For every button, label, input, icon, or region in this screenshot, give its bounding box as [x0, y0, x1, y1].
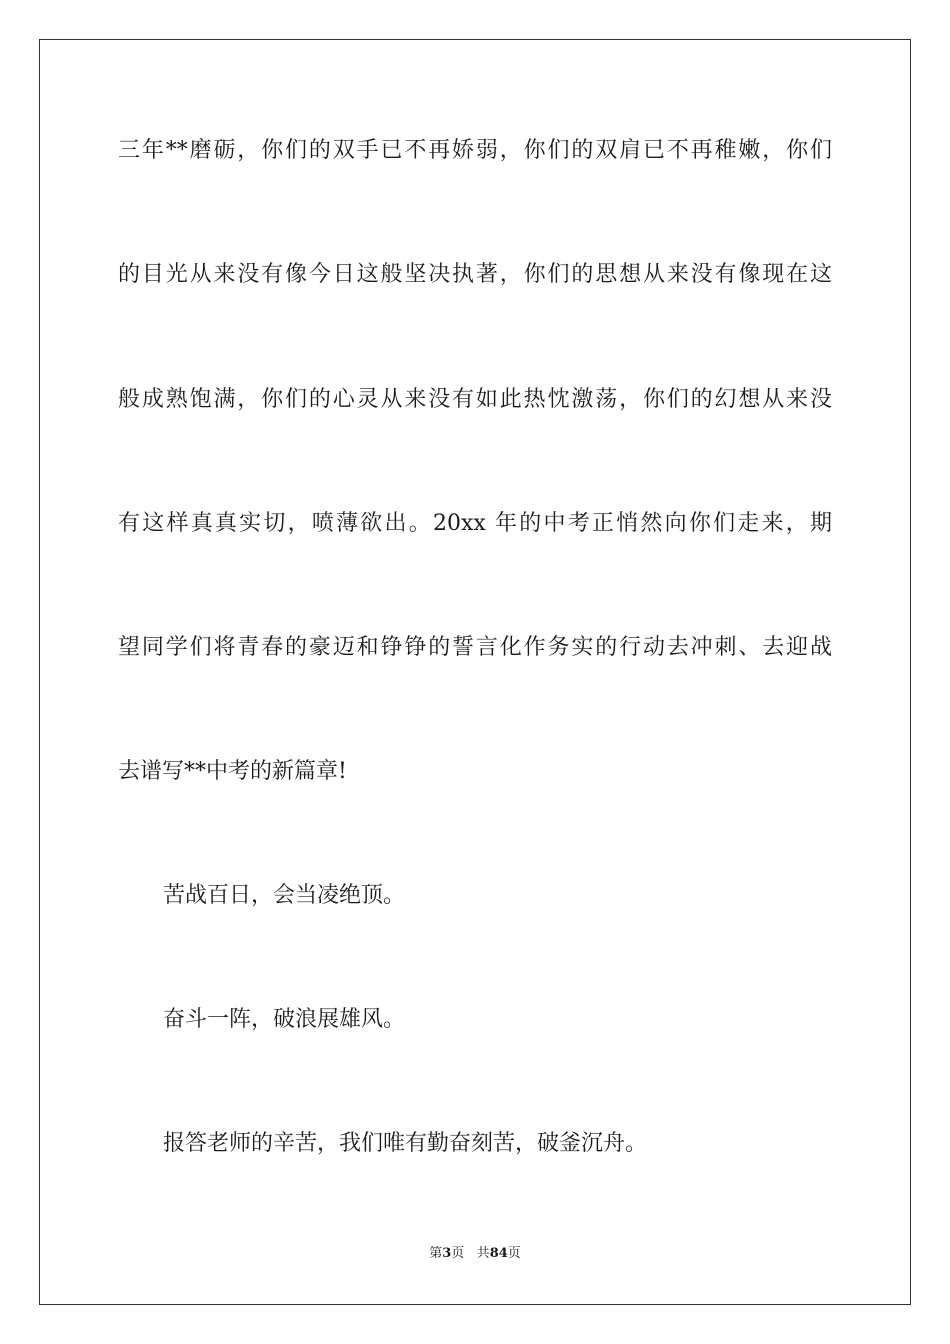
slogan-2: 奋斗一阵，破浪展雄风。 [163, 1007, 406, 1032]
page-number: 3 [442, 1246, 452, 1261]
page-suffix: 页 [451, 1246, 465, 1261]
total-pages: 84 [489, 1246, 508, 1261]
total-prefix: 共 [476, 1246, 490, 1261]
paragraph-line-4: 有这样真真实切，喷薄欲出。20xx 年的中考正悄然向你们走来，期 [118, 511, 832, 536]
page-prefix: 第 [429, 1246, 443, 1261]
slogan-3: 报答老师的辛苦，我们唯有勤奋刻苦，破釜沉舟。 [163, 1131, 648, 1156]
paragraph-line-2: 的目光从来没有像今日这般坚决执著，你们的思想从来没有像现在这 [118, 262, 832, 287]
slogan-1: 苦战百日，会当凌绝顶。 [163, 883, 406, 908]
paragraph-line-6: 去谱写**中考的新篇章! [118, 759, 347, 784]
page-footer [0, 1244, 950, 1264]
paragraph-line-3: 般成熟饱满，你们的心灵从来没有如此热忱激荡，你们的幻想从来没 [118, 387, 832, 412]
total-suffix: 页 [507, 1246, 521, 1261]
page-border [39, 39, 911, 1305]
paragraph-line-1: 三年**磨砺，你们的双手已不再娇弱，你们的双肩已不再稚嫩，你们 [118, 138, 832, 163]
paragraph-line-5: 望同学们将青春的豪迈和铮铮的誓言化作务实的行动去冲刺、去迎战 [118, 635, 832, 660]
